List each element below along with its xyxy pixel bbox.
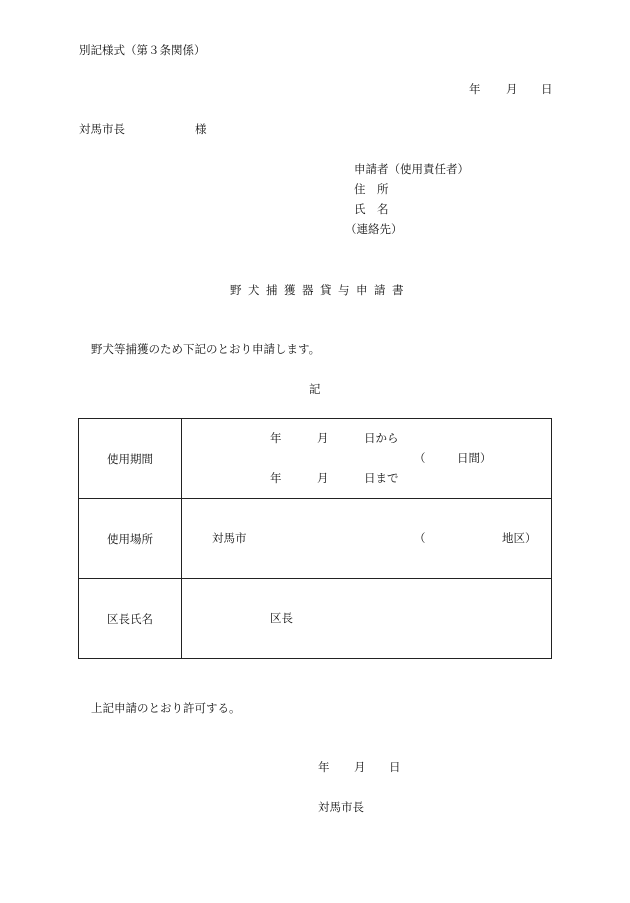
place-city: 対馬市 — [212, 531, 247, 545]
place-district-open: （ — [414, 531, 426, 545]
chief-cell — [182, 579, 552, 659]
chief-suffix: 区長 — [270, 611, 293, 625]
applicant-contact-label: （連絡先） — [345, 222, 403, 236]
place-cell — [182, 499, 552, 579]
footer-date-day: 日 — [389, 760, 401, 774]
period-days-close: 日間） — [457, 451, 492, 465]
chief-label: 区長氏名 — [79, 579, 182, 659]
footer-date-month: 月 — [354, 760, 366, 774]
chief-row — [79, 579, 552, 659]
header-date-year: 年 — [469, 82, 481, 96]
addressee-name: 対馬市長 — [79, 122, 125, 136]
period-row — [79, 419, 552, 499]
period-label: 使用期間 — [79, 419, 182, 499]
header-date-month: 月 — [506, 82, 518, 96]
period-from-year: 年 — [270, 431, 282, 445]
applicant-heading: 申請者（使用責任者） — [354, 162, 469, 176]
applicant-address-label: 住 所 — [354, 182, 389, 196]
period-from-day: 日から — [364, 431, 399, 445]
period-days-open: （ — [414, 451, 426, 465]
place-label: 使用場所 — [79, 499, 182, 579]
ki-heading: 記 — [309, 382, 321, 396]
application-table — [78, 418, 552, 659]
document-title: 野犬捕獲器貸与申請書 — [230, 283, 410, 297]
period-to-month: 月 — [317, 471, 329, 485]
addressee-honorific: 様 — [195, 122, 207, 136]
form-reference: 別記様式（第３条関係） — [79, 43, 206, 57]
header-date-day: 日 — [541, 82, 553, 96]
place-district-close: 地区） — [502, 531, 537, 545]
mayor-signature: 対馬市長 — [318, 800, 364, 814]
intro-text: 野犬等捕獲のため下記のとおり申請します。 — [91, 342, 321, 356]
period-to-year: 年 — [270, 471, 282, 485]
period-to-day: 日まで — [364, 471, 399, 485]
approval-text: 上記申請のとおり許可する。 — [91, 701, 241, 715]
applicant-name-label: 氏 名 — [354, 202, 389, 216]
place-row — [79, 499, 552, 579]
period-from-month: 月 — [317, 431, 329, 445]
footer-date-year: 年 — [318, 760, 330, 774]
period-cell — [182, 419, 552, 499]
